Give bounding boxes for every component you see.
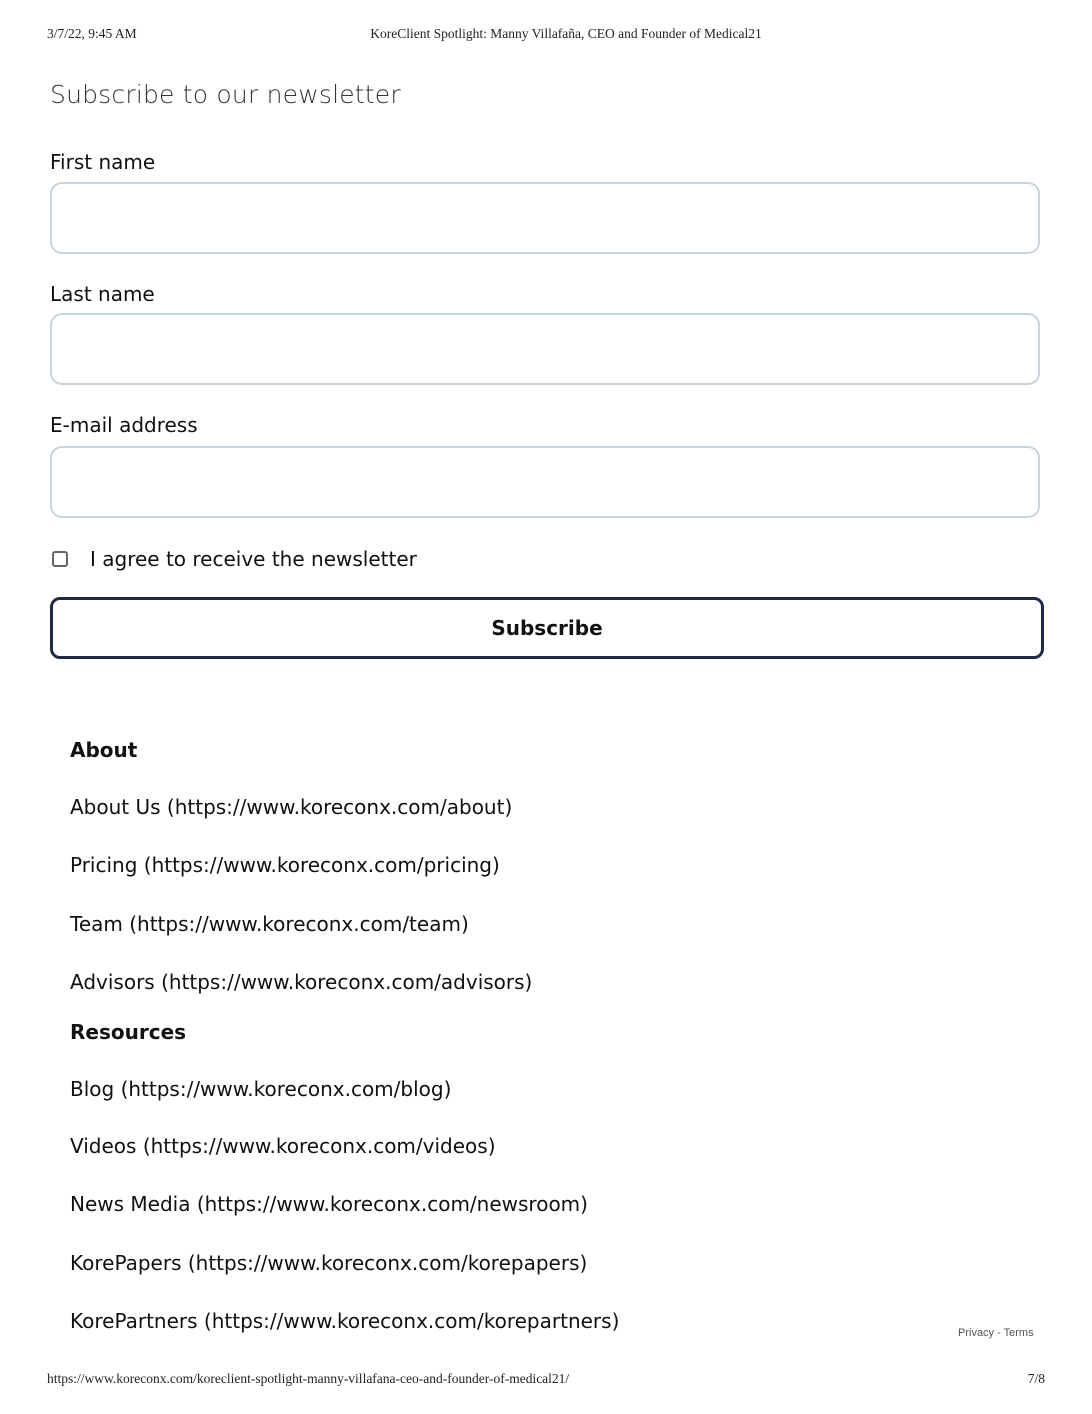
- print-page-title: KoreClient Spotlight: Manny Villafaña, CEO and Founder of Medical21: [370, 26, 762, 41]
- first-name-input[interactable]: [50, 182, 1040, 254]
- print-url: https://www.koreconx.com/koreclient-spotlight-manny-villafana-ceo-and-founder-of-medical21/: [47, 1371, 570, 1386]
- link-team[interactable]: Team (https://www.koreconx.com/team): [70, 912, 469, 936]
- link-advisors[interactable]: Advisors (https://www.koreconx.com/advisors): [70, 970, 533, 994]
- email-input[interactable]: [50, 446, 1040, 518]
- link-korepapers[interactable]: KorePapers (https://www.koreconx.com/korepapers): [70, 1251, 588, 1275]
- link-korepartners[interactable]: KorePartners (https://www.koreconx.com/korepartners): [70, 1309, 620, 1333]
- about-heading: About: [70, 738, 138, 762]
- terms-link[interactable]: Terms: [1003, 1327, 1034, 1339]
- print-header: [47, 26, 1045, 44]
- link-news-media[interactable]: News Media (https://www.koreconx.com/newsroom): [70, 1192, 588, 1216]
- link-blog[interactable]: Blog (https://www.koreconx.com/blog): [70, 1077, 452, 1101]
- subscribe-button[interactable]: Subscribe: [50, 597, 1044, 659]
- last-name-label: Last name: [50, 282, 155, 306]
- print-footer: [47, 1371, 1045, 1389]
- link-pricing[interactable]: Pricing (https://www.koreconx.com/pricing): [70, 853, 500, 877]
- print-date: 3/7/22, 9:45 AM: [47, 26, 137, 41]
- newsletter-heading: Subscribe to our newsletter: [50, 80, 401, 109]
- print-page-number: 7/8: [1027, 1371, 1045, 1386]
- link-separator: -: [997, 1327, 1001, 1339]
- consent-label: I agree to receive the newsletter: [90, 547, 417, 571]
- recaptcha-links: [958, 1327, 1034, 1339]
- link-about-us[interactable]: About Us (https://www.koreconx.com/about): [70, 795, 513, 819]
- link-videos[interactable]: Videos (https://www.koreconx.com/videos): [70, 1134, 496, 1158]
- resources-heading: Resources: [70, 1020, 187, 1044]
- consent-row: [52, 545, 417, 573]
- first-name-label: First name: [50, 150, 156, 174]
- consent-checkbox[interactable]: [52, 551, 68, 567]
- last-name-input[interactable]: [50, 313, 1040, 385]
- privacy-link[interactable]: Privacy: [958, 1327, 995, 1339]
- email-label: E-mail address: [50, 413, 198, 437]
